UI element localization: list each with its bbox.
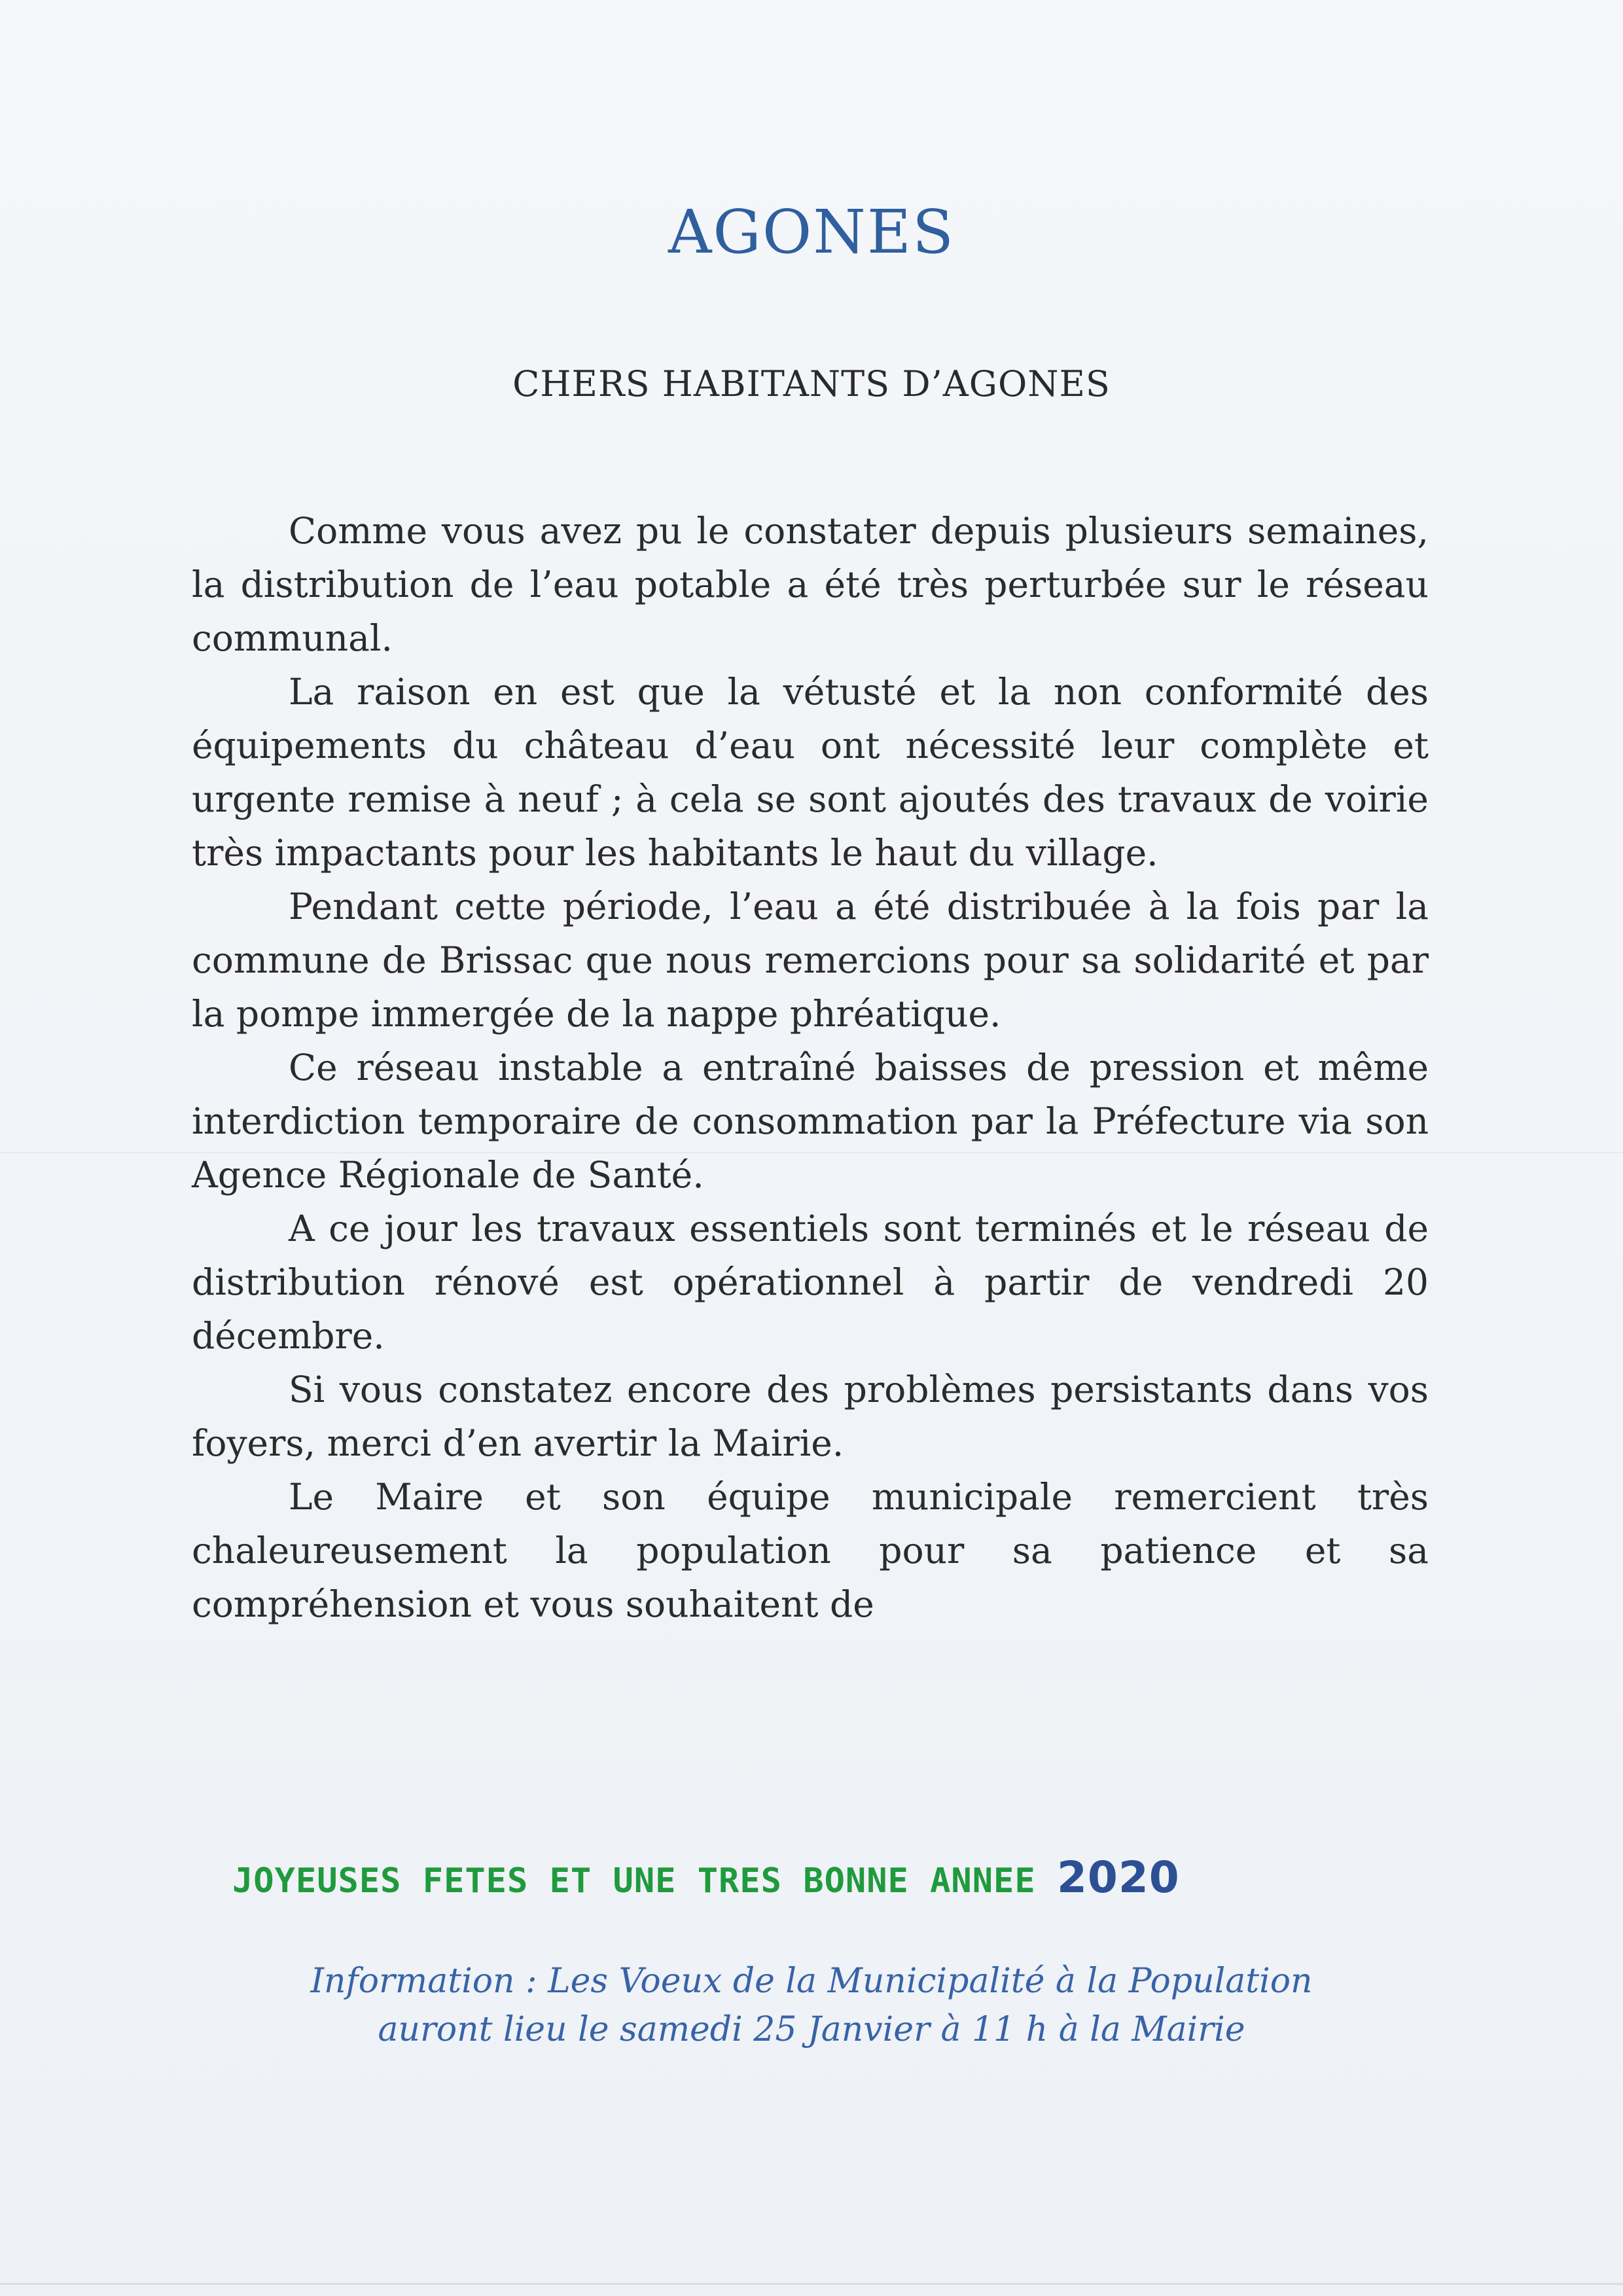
information-line-2: auront lieu le samedi 25 Janvier à 11 h à la Mairie bbox=[378, 2010, 1245, 2049]
letter-body bbox=[192, 504, 1429, 1631]
paper-bottom-edge bbox=[0, 2283, 1623, 2285]
paragraph-reason: La raison en est que la vétusté et la non conformité des équipements du château d’eau ont nécessité leur complète et urgente remise à neuf ; à cela se sont ajoutés des travaux de voirie très impactants pour les habitants le haut du village. bbox=[192, 671, 1429, 874]
season-wishes-year: 2020 bbox=[1056, 1852, 1180, 1903]
information-notice bbox=[0, 1957, 1623, 2054]
paragraph-supply: Pendant cette période, l’eau a été distribuée à la fois par la commune de Brissac que nous remercions pour sa solidarité et par la pompe immergée de la nappe phréatique. bbox=[192, 886, 1429, 1035]
letter-greeting: CHERS HABITANTS D’AGONES bbox=[512, 363, 1111, 404]
paragraph-works-done: A ce jour les travaux essentiels sont terminés et le réseau de distribution rénové est opérationnel à partir de vendredi 20 décembre. bbox=[192, 1208, 1429, 1357]
paragraph-water-disruption: Comme vous avez pu le constater depuis plusieurs semaines, la distribution de l’eau potable a été très perturbée sur le réseau communal. bbox=[192, 510, 1429, 659]
paragraph-thanks: Le Maire et son équipe municipale remercient très chaleureusement la population pour sa patience et sa compréhension et vous souhaitent de bbox=[192, 1476, 1429, 1625]
information-line-1: Information : Les Voeux de la Municipalité à la Population bbox=[310, 1962, 1313, 2001]
season-wishes bbox=[232, 1852, 1180, 1903]
paragraph-report-problems: Si vous constatez encore des problèmes persistants dans vos foyers, merci d’en avertir la Mairie. bbox=[192, 1369, 1429, 1464]
letter-title: AGONES bbox=[668, 197, 955, 267]
paragraph-instability: Ce réseau instable a entraîné baisses de pression et même interdiction temporaire de consommation par la Préfecture via son Agence Régionale de Santé. bbox=[192, 1047, 1429, 1196]
season-wishes-text: JOYEUSES FETES ET UNE TRES BONNE ANNEE bbox=[232, 1861, 1036, 1901]
